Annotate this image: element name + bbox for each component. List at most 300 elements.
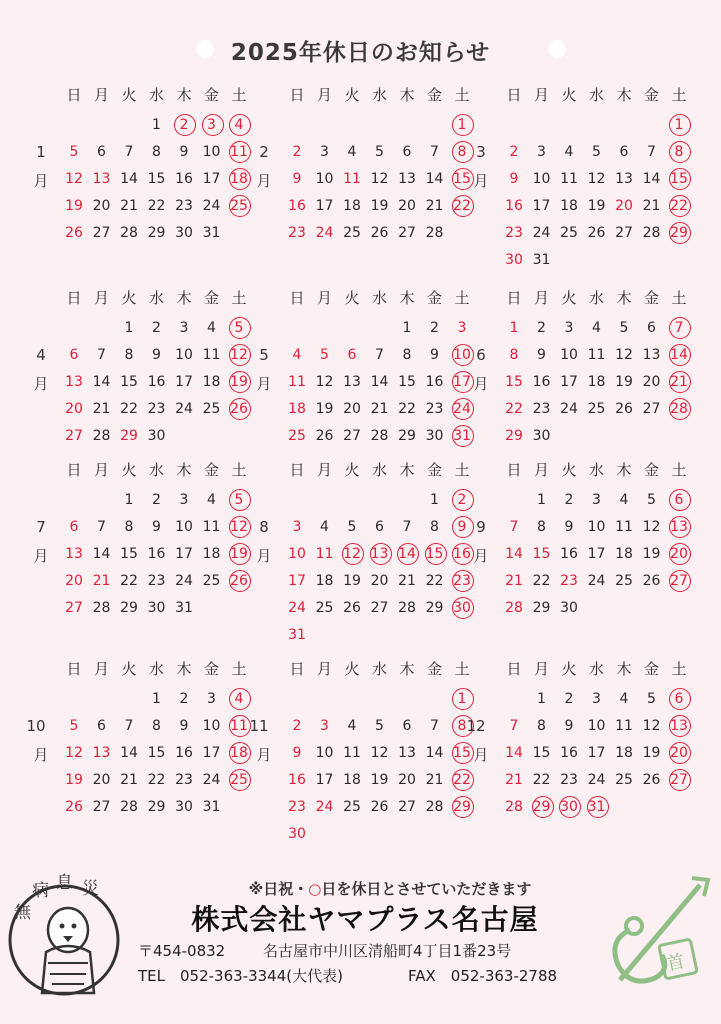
calendar-day: 8 <box>152 718 161 734</box>
calendar-day: 17 <box>175 546 193 562</box>
calendar-day: 5 <box>69 718 79 734</box>
calendar-day: 22 <box>665 194 693 218</box>
calendar-day: 24 <box>560 401 578 417</box>
month-suffix: 月 <box>33 172 49 190</box>
month-block <box>473 83 715 273</box>
weekday-header: 木 <box>616 660 632 678</box>
weekday-header: 火 <box>561 86 577 104</box>
calendar-day: 26 <box>370 799 389 815</box>
calendar-day: 4 <box>225 687 253 711</box>
calendar-day: 10 <box>315 745 334 761</box>
calendar-day: 21 <box>505 573 523 589</box>
calendar-day: 28 <box>370 428 389 444</box>
calendar-day: 30 <box>505 252 523 268</box>
calendar-day: 19 <box>225 370 253 394</box>
calendar-day: 24 <box>448 397 476 421</box>
weekday-header: 火 <box>344 461 360 479</box>
month-suffix: 月 <box>473 547 489 565</box>
calendar-day: 21 <box>398 573 416 589</box>
calendar-day: 23 <box>560 573 578 589</box>
calendar-day: 28 <box>642 225 661 241</box>
calendar-day: 13 <box>642 347 661 363</box>
weekday-header: 金 <box>643 289 659 307</box>
stamp-char-3: 災 <box>82 879 99 899</box>
calendar-day: 17 <box>202 171 221 187</box>
calendar-day: 14 <box>120 171 138 187</box>
calendar-day: 6 <box>665 488 693 512</box>
month-number: 9 <box>476 518 486 536</box>
calendar-day: 29 <box>528 795 556 819</box>
calendar-day: 16 <box>425 374 444 390</box>
calendar-day: 24 <box>532 225 551 241</box>
calendar-day: 27 <box>65 600 83 616</box>
calendar-day: 3 <box>457 320 467 336</box>
postal-code: 〒454-0832 <box>138 942 226 960</box>
month-number: 10 <box>26 717 46 735</box>
weekday-header: 月 <box>93 660 109 678</box>
calendar-day: 3 <box>537 144 546 160</box>
calendar-day: 16 <box>175 171 193 187</box>
notice-prefix: ※日祝・ <box>248 880 309 898</box>
calendar-day: 2 <box>430 320 439 336</box>
calendar-day: 30 <box>175 799 193 815</box>
weekday-header: 水 <box>588 86 604 104</box>
calendar-day: 11 <box>343 171 361 187</box>
calendar-day: 1 <box>152 117 161 133</box>
calendar-day: 23 <box>147 401 166 417</box>
calendar-day: 20 <box>92 772 111 788</box>
calendar-day: 29 <box>398 428 416 444</box>
calendar-day: 26 <box>370 225 389 241</box>
calendar-day: 23 <box>425 401 444 417</box>
calendar-day: 26 <box>225 569 253 593</box>
calendar-day: 15 <box>120 374 138 390</box>
calendar-day: 1 <box>537 691 546 707</box>
calendar-day: 16 <box>288 772 306 788</box>
calendar-day: 2 <box>152 320 161 336</box>
weekday-header: 土 <box>454 86 470 104</box>
calendar-day: 8 <box>152 144 161 160</box>
calendar-day: 24 <box>587 573 606 589</box>
calendar-day: 7 <box>430 718 439 734</box>
calendar-day: 25 <box>288 428 306 444</box>
calendar-day: 14 <box>92 374 111 390</box>
calendar-day: 3 <box>320 718 329 734</box>
calendar-day: 9 <box>448 515 476 539</box>
calendar-day: 5 <box>647 691 656 707</box>
weekday-header: 日 <box>289 86 305 104</box>
calendar-day: 7 <box>402 519 412 535</box>
calendar-day: 9 <box>509 171 519 187</box>
calendar-day: 2 <box>179 691 189 707</box>
calendar-day: 28 <box>398 600 416 616</box>
calendar-day: 27 <box>65 428 83 444</box>
calendar-day: 3 <box>592 691 601 707</box>
month-number: 2 <box>259 143 269 161</box>
weekday-header: 日 <box>289 289 305 307</box>
calendar-day: 8 <box>448 714 476 738</box>
weekday-header: 木 <box>399 461 415 479</box>
calendar-day: 16 <box>147 546 166 562</box>
calendar-day: 12 <box>370 171 389 187</box>
calendar-day: 9 <box>292 745 302 761</box>
calendar-day: 15 <box>532 546 551 562</box>
calendar-day: 15 <box>120 546 138 562</box>
calendar-day: 24 <box>202 772 221 788</box>
calendar-day: 19 <box>642 745 661 761</box>
weekday-header: 火 <box>121 86 137 104</box>
calendar-day: 10 <box>560 347 578 363</box>
calendar-day: 12 <box>370 745 389 761</box>
calendar-day: 10 <box>202 718 221 734</box>
weekday-header: 火 <box>121 289 137 307</box>
month-suffix: 月 <box>473 375 489 393</box>
calendar-day: 14 <box>92 546 111 562</box>
calendar-day: 30 <box>288 826 306 842</box>
calendar-day: 2 <box>448 488 476 512</box>
calendar-day: 11 <box>225 714 253 738</box>
calendar-day: 2 <box>564 492 574 508</box>
calendar-day: 19 <box>315 401 334 417</box>
weekday-header: 水 <box>588 289 604 307</box>
calendar-day: 15 <box>448 167 476 191</box>
calendar-day: 27 <box>665 569 693 593</box>
calendar-day: 21 <box>425 198 444 214</box>
calendar-day: 19 <box>370 198 389 214</box>
mascot-stamp-icon <box>8 868 120 1003</box>
calendar-day: 6 <box>69 519 79 535</box>
weekday-header: 日 <box>66 461 82 479</box>
calendar-day: 29 <box>147 799 166 815</box>
calendar-day: 5 <box>347 519 357 535</box>
month-block <box>473 286 715 476</box>
calendar-day: 19 <box>642 546 661 562</box>
month-number: 7 <box>36 518 46 536</box>
weekday-header: 月 <box>93 289 109 307</box>
calendar-day: 6 <box>97 718 106 734</box>
calendar-day: 10 <box>315 171 334 187</box>
calendar-day: 22 <box>505 401 523 417</box>
weekday-header: 日 <box>506 461 522 479</box>
calendar-day: 1 <box>448 113 476 137</box>
calendar-day: 28 <box>425 225 444 241</box>
calendar-day: 26 <box>65 799 83 815</box>
weekday-header: 火 <box>121 461 137 479</box>
month-number: 12 <box>466 717 486 735</box>
calendar-day: 16 <box>448 542 476 566</box>
calendar-day: 2 <box>564 691 574 707</box>
month-suffix: 月 <box>256 375 272 393</box>
holiday-notice <box>150 878 630 899</box>
calendar-day: 7 <box>375 347 384 363</box>
calendar-day: 18 <box>615 745 633 761</box>
calendar-day: 4 <box>207 320 216 336</box>
calendar-day: 3 <box>198 113 226 137</box>
calendar-day: 18 <box>343 772 361 788</box>
weekday-header: 木 <box>399 660 415 678</box>
calendar-day: 2 <box>292 144 302 160</box>
calendar-day: 22 <box>532 772 551 788</box>
calendar-day: 25 <box>225 194 253 218</box>
calendar-day: 17 <box>587 546 606 562</box>
calendar-day: 3 <box>179 492 189 508</box>
weekday-header: 土 <box>231 461 247 479</box>
calendar-day: 12 <box>65 171 83 187</box>
calendar-day: 17 <box>315 198 334 214</box>
calendar-day: 9 <box>179 144 189 160</box>
company-contact <box>138 965 608 986</box>
calendar-day: 9 <box>430 347 439 363</box>
month-block <box>33 83 275 273</box>
calendar-day: 11 <box>225 140 253 164</box>
calendar-day: 1 <box>124 320 134 336</box>
calendar-day: 7 <box>97 519 106 535</box>
month-number: 4 <box>36 346 46 364</box>
weekday-header: 火 <box>561 461 577 479</box>
weekday-header: 火 <box>344 660 360 678</box>
calendar-day: 26 <box>343 600 361 616</box>
calendar-day: 19 <box>587 198 606 214</box>
calendar-day: 9 <box>152 347 161 363</box>
weekday-header: 水 <box>148 660 164 678</box>
month-suffix: 月 <box>256 746 272 764</box>
calendar-day: 30 <box>147 428 166 444</box>
calendar-day: 24 <box>315 799 334 815</box>
weekday-header: 金 <box>203 660 219 678</box>
calendar-day: 12 <box>338 542 366 566</box>
calendar-day: 18 <box>288 401 306 417</box>
calendar-day: 1 <box>430 492 439 508</box>
calendar-day: 31 <box>288 627 306 643</box>
calendar-day: 20 <box>65 573 83 589</box>
weekday-header: 火 <box>344 289 360 307</box>
calendar-day: 14 <box>505 745 523 761</box>
calendar-day: 4 <box>619 492 629 508</box>
month-suffix: 月 <box>33 375 49 393</box>
weekday-header: 土 <box>671 86 687 104</box>
calendar-day: 25 <box>315 600 334 616</box>
street-address: 名古屋市中川区清船町4丁目1番23号 <box>263 942 512 960</box>
calendar-day: 2 <box>152 492 161 508</box>
calendar-day: 30 <box>532 428 551 444</box>
calendar-day: 23 <box>448 569 476 593</box>
month-block <box>26 657 275 847</box>
weekday-header: 月 <box>533 86 549 104</box>
calendar-day: 8 <box>537 519 546 535</box>
weekday-header: 金 <box>643 660 659 678</box>
weekday-header: 水 <box>371 86 387 104</box>
calendar-day: 18 <box>202 374 221 390</box>
calendar-day: 19 <box>65 198 83 214</box>
calendar-day: 30 <box>555 795 583 819</box>
calendar-day: 27 <box>398 799 416 815</box>
calendar-day: 11 <box>202 347 221 363</box>
calendar-day: 24 <box>288 600 306 616</box>
calendar-day: 23 <box>175 772 193 788</box>
calendar-day: 27 <box>615 225 633 241</box>
weekday-header: 水 <box>371 660 387 678</box>
calendar-day: 17 <box>288 573 306 589</box>
calendar-day: 18 <box>225 741 253 765</box>
calendar-day: 22 <box>448 194 476 218</box>
calendar-day: 20 <box>665 741 693 765</box>
calendar-day: 27 <box>92 799 111 815</box>
weekday-header: 水 <box>588 461 604 479</box>
calendar-day: 25 <box>343 799 361 815</box>
calendar-day: 17 <box>315 772 334 788</box>
calendar-day: 29 <box>120 600 138 616</box>
calendar-day: 21 <box>665 370 693 394</box>
calendar-day: 3 <box>292 519 302 535</box>
calendar-day: 1 <box>537 492 546 508</box>
calendar-day: 5 <box>320 347 329 363</box>
calendar-day: 8 <box>402 347 412 363</box>
calendar-day: 7 <box>647 144 656 160</box>
calendar-day: 4 <box>320 519 329 535</box>
calendar-day: 15 <box>665 167 693 191</box>
calendar-day: 28 <box>425 799 444 815</box>
calendar-day: 8 <box>430 519 439 535</box>
calendar-day: 4 <box>619 691 629 707</box>
calendar-day: 1 <box>665 113 693 137</box>
weekday-header: 月 <box>533 660 549 678</box>
calendar-day: 26 <box>587 225 606 241</box>
calendar-day: 27 <box>343 428 361 444</box>
calendar-day: 29 <box>532 600 551 616</box>
weekday-header: 水 <box>148 86 164 104</box>
month-block <box>33 286 275 476</box>
calendar-day: 21 <box>120 772 138 788</box>
calendar-day: 22 <box>120 401 138 417</box>
calendar-day: 29 <box>120 428 138 444</box>
calendar-day: 25 <box>615 772 633 788</box>
stamp-char-1: 病 <box>32 881 49 901</box>
calendar-day: 20 <box>615 198 633 214</box>
calendar-day: 4 <box>564 144 574 160</box>
weekday-header: 土 <box>454 660 470 678</box>
weekday-header: 月 <box>316 289 332 307</box>
calendar-day: 13 <box>65 374 83 390</box>
calendar-day: 19 <box>65 772 83 788</box>
weekday-header: 水 <box>588 660 604 678</box>
calendar-day: 28 <box>120 799 138 815</box>
weekday-header: 月 <box>533 289 549 307</box>
weekday-header: 日 <box>289 660 305 678</box>
month-block <box>249 657 498 847</box>
calendar-day: 20 <box>92 198 111 214</box>
weekday-header: 土 <box>231 660 247 678</box>
weekday-header: 月 <box>93 86 109 104</box>
weekday-header: 土 <box>454 289 470 307</box>
calendar-day: 14 <box>505 546 523 562</box>
weekday-header: 日 <box>506 660 522 678</box>
weekday-header: 土 <box>231 289 247 307</box>
calendar-day: 21 <box>92 573 111 589</box>
calendar-day: 15 <box>421 542 449 566</box>
calendar-day: 26 <box>642 573 661 589</box>
calendar-day: 27 <box>665 768 693 792</box>
calendar-day: 1 <box>152 691 161 707</box>
month-block <box>466 657 715 847</box>
calendar-day: 19 <box>225 542 253 566</box>
calendar-day: 12 <box>642 519 661 535</box>
calendar-day: 14 <box>665 343 693 367</box>
calendar-day: 10 <box>448 343 476 367</box>
calendar-day: 23 <box>532 401 551 417</box>
calendar-day: 24 <box>315 225 334 241</box>
weekday-header: 土 <box>671 660 687 678</box>
weekday-header: 木 <box>616 289 632 307</box>
calendar-day: 12 <box>315 374 334 390</box>
calendar-day: 6 <box>665 687 693 711</box>
calendar-day: 24 <box>202 198 221 214</box>
weekday-header: 金 <box>203 86 219 104</box>
calendar-day: 25 <box>202 573 221 589</box>
calendar-day: 9 <box>537 347 546 363</box>
calendar-day: 4 <box>207 492 216 508</box>
calendar-day: 16 <box>560 745 578 761</box>
weekday-header: 土 <box>671 461 687 479</box>
calendar-day: 4 <box>347 718 357 734</box>
calendar-day: 20 <box>343 401 361 417</box>
calendar-day: 22 <box>532 573 551 589</box>
calendar-day: 19 <box>615 374 633 390</box>
calendar-day: 23 <box>288 799 306 815</box>
calendar-day: 9 <box>179 718 189 734</box>
month-block <box>256 83 498 273</box>
calendar-day: 29 <box>505 428 523 444</box>
calendar-day: 1 <box>509 320 519 336</box>
weekday-header: 水 <box>148 461 164 479</box>
calendar-day: 13 <box>92 171 111 187</box>
calendar-day: 6 <box>619 144 629 160</box>
calendar-day: 27 <box>370 600 389 616</box>
calendar-day: 27 <box>398 225 416 241</box>
weekday-header: 金 <box>426 289 442 307</box>
calendar-day: 18 <box>225 167 253 191</box>
calendar-day: 31 <box>583 795 611 819</box>
calendar-day: 28 <box>120 225 138 241</box>
calendar-day: 4 <box>292 347 302 363</box>
calendar-day: 21 <box>425 772 444 788</box>
month-suffix: 月 <box>33 547 49 565</box>
stamp-char-kubi: 首 <box>664 950 687 976</box>
weekday-header: 土 <box>671 289 687 307</box>
calendar-day: 21 <box>120 198 138 214</box>
weekday-header: 水 <box>148 289 164 307</box>
calendar-day: 3 <box>564 320 574 336</box>
weekday-header: 火 <box>344 86 360 104</box>
stamp-char-4: 無 <box>14 903 31 923</box>
calendar-day: 12 <box>642 718 661 734</box>
calendar-day: 13 <box>343 374 361 390</box>
calendar-day: 15 <box>398 374 416 390</box>
calendar-day: 5 <box>592 144 601 160</box>
calendar-day: 14 <box>120 745 138 761</box>
calendar-day: 31 <box>202 225 221 241</box>
calendar-day: 6 <box>402 144 412 160</box>
weekday-header: 金 <box>426 461 442 479</box>
calendar-day: 20 <box>398 198 416 214</box>
weekday-header: 日 <box>66 289 82 307</box>
calendar-day: 28 <box>665 397 693 421</box>
calendar-day: 16 <box>175 745 193 761</box>
weekday-header: 日 <box>506 289 522 307</box>
calendar-day: 20 <box>398 772 416 788</box>
calendar-day: 25 <box>202 401 221 417</box>
weekday-header: 火 <box>561 660 577 678</box>
calendar-day: 14 <box>425 745 444 761</box>
